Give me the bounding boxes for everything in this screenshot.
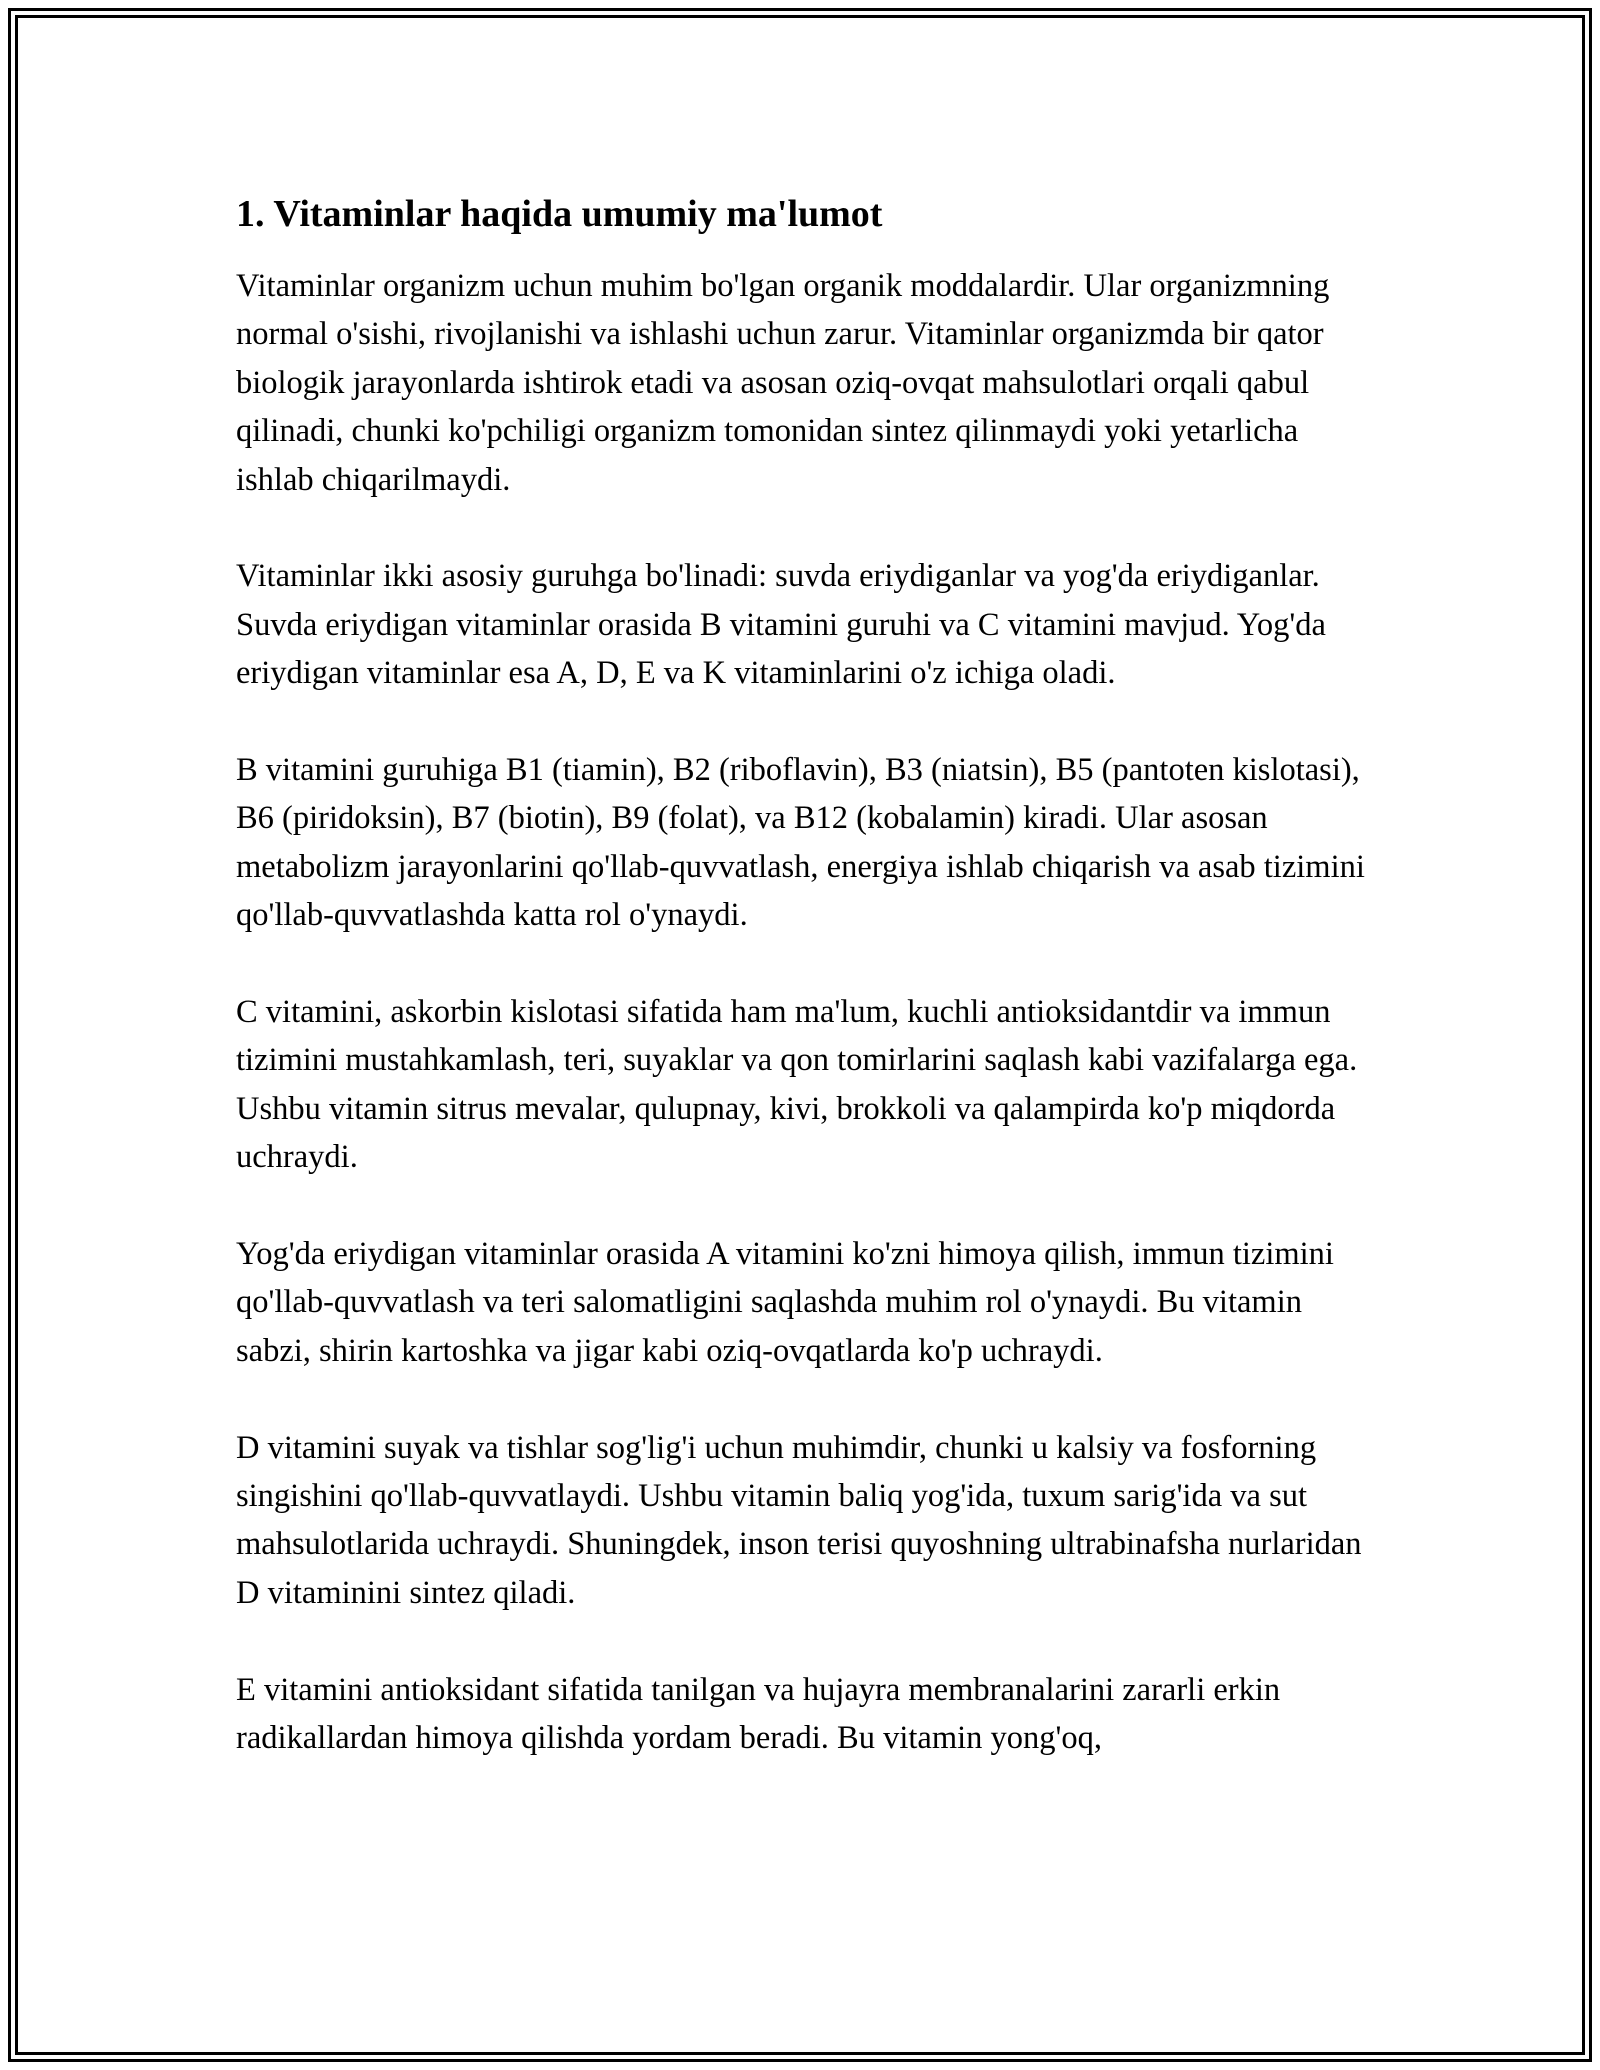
paragraph-vitamin-e: E vitamini antioksidant sifatida tanilgan va hujayra membranalarini zararli erkin radikallardan himoya qilishda yordam beradi. Bu vitamin yong'oq, [236, 1671, 1281, 1757]
paragraph-vitamin-c: C vitamini, askorbin kislotasi sifatida ham ma'lum, kuchli antioksidantdir va immun tizimini mustahkamlash, teri, suyaklar va qon tomirlarini saqlash kabi vazifalarga ega. Ushbu vitamin sitrus mevalar, qulupnay, kivi, brokkoli va qalampirda ko'p miqdorda uchraydi. [236, 994, 1358, 1176]
paragraph-vitamin-d: D vitamini suyak va tishlar sog'lig'i uchun muhimdir, chunki u kalsiy va fosforning singishini qo'llab-quvvatlaydi. Ushbu vitamin baliq yog'ida, tuxum sarig'ida va sut mahsulotlarida uchraydi. Shuningdek, inson terisi quyoshning ultrabinafsha nurlaridan D vitaminini sintez qiladi. [236, 1429, 1362, 1611]
paragraph-vitamin-a: Yog'da eriydigan vitaminlar orasida A vitamini ko'zni himoya qilish, immun tizimini qo'llab-quvvatlash va teri salomatligini saqlashda muhim rol o'ynaydi. Bu vitamin sabzi, shirin kartoshka va jigar kabi oziq-ovqatlarda ko'p uchraydi. [236, 1236, 1334, 1369]
section-heading: 1. Vitaminlar haqida umumiy ma'lumot [236, 193, 883, 235]
paragraph-vitamin-groups: Vitaminlar ikki asosiy guruhga bo'linadi: suvda eriydiganlar va yog'da eriydiganlar. Suvda eriydigan vitaminlar orasida B vitamini guruhi va C vitamini mavjud. Yog'da eriydigan vitaminlar esa A, D, E va K vitaminlarini o'z ichiga oladi. [236, 558, 1326, 692]
paragraph-vitamin-b: B vitamini guruhiga B1 (tiamin), B2 (riboflavin), B3 (niatsin), B5 (pantoten kislotasi), B6 (piridoksin), B7 (biotin), B9 (folat), va B12 (kobalamin) kiradi. Ular asosan metabolizm jarayonlarini qo'llab-quvvatlash, energiya ishlab chiqarish va asab tizimini qo'llab-quvvatlashda katta rol o'ynaydi. [236, 752, 1365, 934]
paragraph-intro: Vitaminlar organizm uchun muhim bo'lgan organik moddalardir. Ular organizmning normal o'sishi, rivojlanishi va ishlashi uchun zarur. Vitaminlar organizmda bir qator biologik jarayonlarda ishtirok etadi va asosan oziq-ovqat mahsulotlari orqali qabul qilinadi, chunki ko'pchiligi organizm tomonidan sintez qilinmaydi yoki yetarlicha ishlab chiqarilmaydi. [236, 268, 1330, 498]
document-body [236, 188, 1366, 1811]
